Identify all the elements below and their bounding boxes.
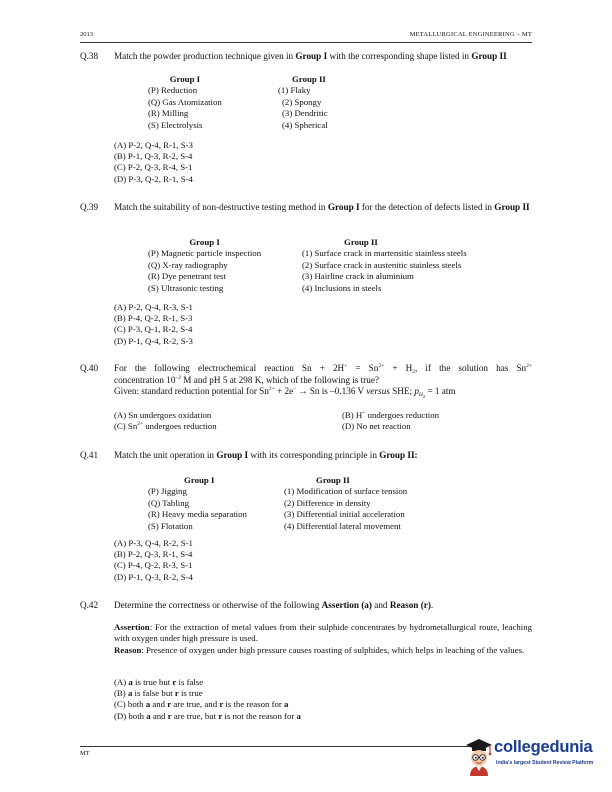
question-line	[114, 386, 532, 398]
answer-options	[114, 140, 193, 185]
text: r	[167, 710, 172, 721]
option-b[interactable]: (B) P-2, Q-3, R-1, S-4	[114, 549, 193, 560]
answer-options	[114, 302, 193, 347]
header-title: METALLURGICAL ENGINEERING – MT	[409, 31, 532, 38]
text: SHE;	[389, 386, 415, 397]
text: + H	[384, 363, 413, 373]
student-mascot-icon	[462, 736, 496, 780]
group-item: (4) Differential lateral movement	[284, 520, 401, 531]
question-number: Q.41	[80, 450, 99, 460]
reason-label: Reason	[114, 645, 142, 655]
assertion-block	[114, 622, 532, 644]
option-b[interactable]	[342, 410, 439, 421]
assertion-text: : For the extraction of metal values from their sulphide concentrates by hydrometallurgical route, leaching with oxygen under high pressure is used.	[114, 622, 532, 644]
group-item: (3) Hairline crack in aluminium	[302, 271, 414, 282]
option-c[interactable]: (C) P-4, Q-2, R-3, S-1	[114, 560, 193, 571]
group-item: (Q) X-ray radiography	[148, 259, 228, 270]
question-text-part: with its corresponding principle in	[248, 450, 380, 460]
group-item: (2) Surface crack in austenitic stainless steels	[302, 259, 462, 270]
group-item: (Q) Gas Atomization	[148, 96, 222, 107]
text: concentration 10	[114, 374, 176, 385]
group-item: (P) Jigging	[148, 486, 187, 497]
page-header	[80, 31, 532, 41]
group-i-list	[148, 475, 247, 532]
question-text	[114, 450, 532, 462]
subscript: 2	[422, 394, 426, 400]
question-number: Q.40	[80, 363, 99, 373]
header-year: 2013	[80, 31, 93, 38]
option-c[interactable]: (C) P-2, Q-3, R-4, S-1	[114, 162, 193, 173]
option-b[interactable]: (B) P-4, Q-2, R-1, S-3	[114, 313, 193, 324]
option-d[interactable]: (D) No net reaction	[342, 421, 411, 432]
group-ref: Group II	[471, 51, 507, 61]
answer-options	[114, 410, 514, 432]
group-item: (Q) Tabling	[148, 497, 189, 508]
reason-ref: Reason (r)	[389, 600, 431, 610]
text: (A)	[114, 677, 129, 687]
superscript: 2+	[526, 363, 533, 369]
text: undergoes reduction	[143, 421, 217, 432]
text: (B) H	[342, 410, 363, 420]
option-a[interactable]: (A) P-2, Q-4, R-1, S-3	[114, 140, 193, 150]
group-heading: Group I	[169, 74, 201, 84]
option-c[interactable]	[114, 699, 301, 710]
question-text	[114, 202, 532, 214]
group-item: (P) Reduction	[148, 85, 198, 96]
text: are true, but	[171, 710, 219, 721]
text: = Sn	[347, 363, 379, 373]
superscript: +	[362, 410, 366, 416]
superscript: –2	[175, 374, 181, 381]
text: + 2e	[274, 386, 294, 397]
group-i-list	[148, 74, 222, 131]
text: and	[150, 699, 168, 710]
group-heading: Group II	[316, 475, 350, 485]
question-text	[114, 51, 532, 63]
text: r	[172, 677, 177, 687]
question-number: Q.38	[80, 51, 99, 61]
text: (C) Sn	[114, 421, 138, 432]
group-item: (3) Dendritic	[282, 108, 328, 119]
group-ref: Group I	[327, 202, 360, 212]
group-item: (1) Surface crack in martensitic stainless steels	[302, 248, 467, 259]
option-d[interactable]: (D) P-1, Q-4, R-2, S-3	[114, 335, 193, 346]
text: a	[284, 699, 289, 710]
text: a	[127, 688, 133, 699]
answer-options	[114, 677, 301, 722]
superscript: 2+	[137, 421, 144, 428]
group-item: (2) Difference in density	[284, 497, 371, 508]
logo-text: collegedunia	[494, 738, 593, 756]
option-b[interactable]: (B) P-1, Q-3, R-2, S-4	[114, 151, 193, 162]
group-heading: Group I	[189, 237, 220, 247]
text: are true, and	[171, 699, 220, 710]
question-text-part: Match the suitability of non-destructive testing method in	[114, 202, 328, 212]
collegedunia-logo[interactable]	[462, 736, 602, 782]
superscript: 2+	[268, 386, 275, 393]
text: (C) both	[114, 699, 146, 710]
group-i-list	[148, 237, 261, 294]
text: is false	[176, 677, 204, 687]
group-item: (S) Flotation	[148, 520, 193, 531]
answer-options	[114, 538, 193, 583]
reason-text: : Presence of oxygen under high pressure causes roasting of sulphides, which helps in leaching of the values.	[141, 645, 525, 655]
header-rule	[80, 42, 532, 43]
option-a[interactable]: (A) Sn undergoes oxidation	[114, 410, 212, 420]
option-c[interactable]	[114, 421, 514, 432]
superscript: +	[344, 363, 348, 369]
text: → Sn is –0.136 V	[295, 386, 367, 397]
reason-block	[114, 645, 532, 656]
text: versus	[366, 386, 390, 397]
option-a[interactable]: (A) P-2, Q-4, R-3, S-1	[114, 302, 193, 312]
text: undergoes reduction	[365, 410, 440, 420]
text: , if the solution has Sn	[415, 363, 527, 373]
text: (B)	[114, 688, 128, 699]
text: is true but	[132, 677, 173, 687]
group-item: (R) Milling	[148, 108, 189, 119]
question-line	[114, 375, 532, 387]
footer-rule	[80, 746, 472, 747]
footer-code: MT	[80, 750, 90, 757]
option-c[interactable]: (C) P-3, Q-1, R-2, S-4	[114, 324, 193, 335]
question-text	[114, 363, 532, 398]
text: = 1 atm	[425, 386, 456, 397]
superscript: 2+	[378, 363, 385, 369]
question-text-part: .	[430, 600, 434, 610]
text: a	[145, 699, 151, 710]
group-item: (1) Modification of surface tension	[284, 486, 408, 497]
option-a[interactable]: (A) P-3, Q-4, R-2, S-1	[114, 538, 193, 548]
text: r	[219, 699, 224, 710]
question-text-part: for the detection of defects listed in	[359, 202, 495, 212]
assertion-ref: Assertion (a)	[321, 600, 372, 610]
logo-tagline: India's largest Student Review Platform	[496, 760, 594, 766]
group-item: (S) Electrolysis	[148, 119, 203, 130]
text: Given: standard reduction potential for Sn	[114, 386, 269, 397]
text: is not the reason for	[222, 710, 297, 721]
group-ii-list	[278, 74, 328, 131]
text: a	[146, 710, 151, 721]
question-text-part: with the corresponding shape listed in	[327, 51, 472, 61]
assertion-label: Assertion	[114, 622, 150, 632]
superscript: –	[293, 386, 296, 393]
text: and	[150, 710, 168, 721]
group-heading: Group II	[292, 74, 326, 84]
text: r	[167, 699, 172, 710]
question-number: Q.42	[80, 600, 99, 610]
text: is the reason for	[223, 699, 285, 710]
question-text	[114, 600, 532, 612]
group-item: (S) Ultrasonic testing	[148, 282, 224, 293]
question-text-part: Match the powder production technique given in	[114, 51, 296, 61]
group-item: (3) Differential initial acceleration	[284, 509, 405, 520]
text: M and pH 5 at 298 K, which of the following is true?	[180, 374, 379, 385]
text: r	[174, 688, 179, 699]
group-ii-list	[302, 237, 467, 294]
text: (D) both	[114, 710, 147, 721]
group-item: (R) Heavy media separation	[148, 509, 247, 520]
text: a	[296, 710, 301, 721]
group-heading: Group I	[184, 475, 215, 485]
question-line	[114, 363, 532, 375]
group-ref: Group I	[216, 450, 249, 460]
option-a[interactable]	[114, 677, 301, 688]
group-ref: Group II:	[379, 450, 418, 460]
group-ref: Group I	[295, 51, 328, 61]
group-item: (4) Inclusions in steels	[302, 282, 382, 293]
group-heading: Group II	[344, 237, 378, 247]
group-ii-list	[284, 475, 407, 532]
option-b[interactable]	[114, 688, 301, 699]
text: is true	[178, 688, 203, 699]
option-d[interactable]: (D) P-1, Q-3, R-2, S-4	[114, 571, 193, 582]
question-text-part: Determine the correctness or otherwise of the following	[114, 600, 322, 610]
question-text-part: Match the unit operation in	[114, 450, 217, 460]
text: is false but	[132, 688, 175, 699]
text: For the following electrochemical reaction Sn + 2H	[114, 363, 345, 373]
option-d[interactable]: (D) P-3, Q-2, R-1, S-4	[114, 173, 193, 184]
text: a	[128, 677, 133, 687]
group-item: (P) Magnetic particle inspection	[148, 248, 262, 259]
group-item: (2) Spongy	[282, 96, 322, 107]
group-item: (R) Dye penetrant test	[148, 271, 226, 282]
option-d[interactable]	[114, 711, 301, 722]
group-item: (1) Flaky	[278, 85, 311, 96]
group-item: (4) Spherical	[282, 119, 328, 130]
group-ref: Group II	[494, 202, 530, 212]
question-number: Q.39	[80, 202, 99, 212]
text: r	[218, 710, 223, 721]
question-text-part: and	[371, 600, 390, 610]
text: p	[414, 386, 419, 397]
subscript: 2	[412, 369, 415, 375]
subscript: H	[418, 392, 423, 399]
